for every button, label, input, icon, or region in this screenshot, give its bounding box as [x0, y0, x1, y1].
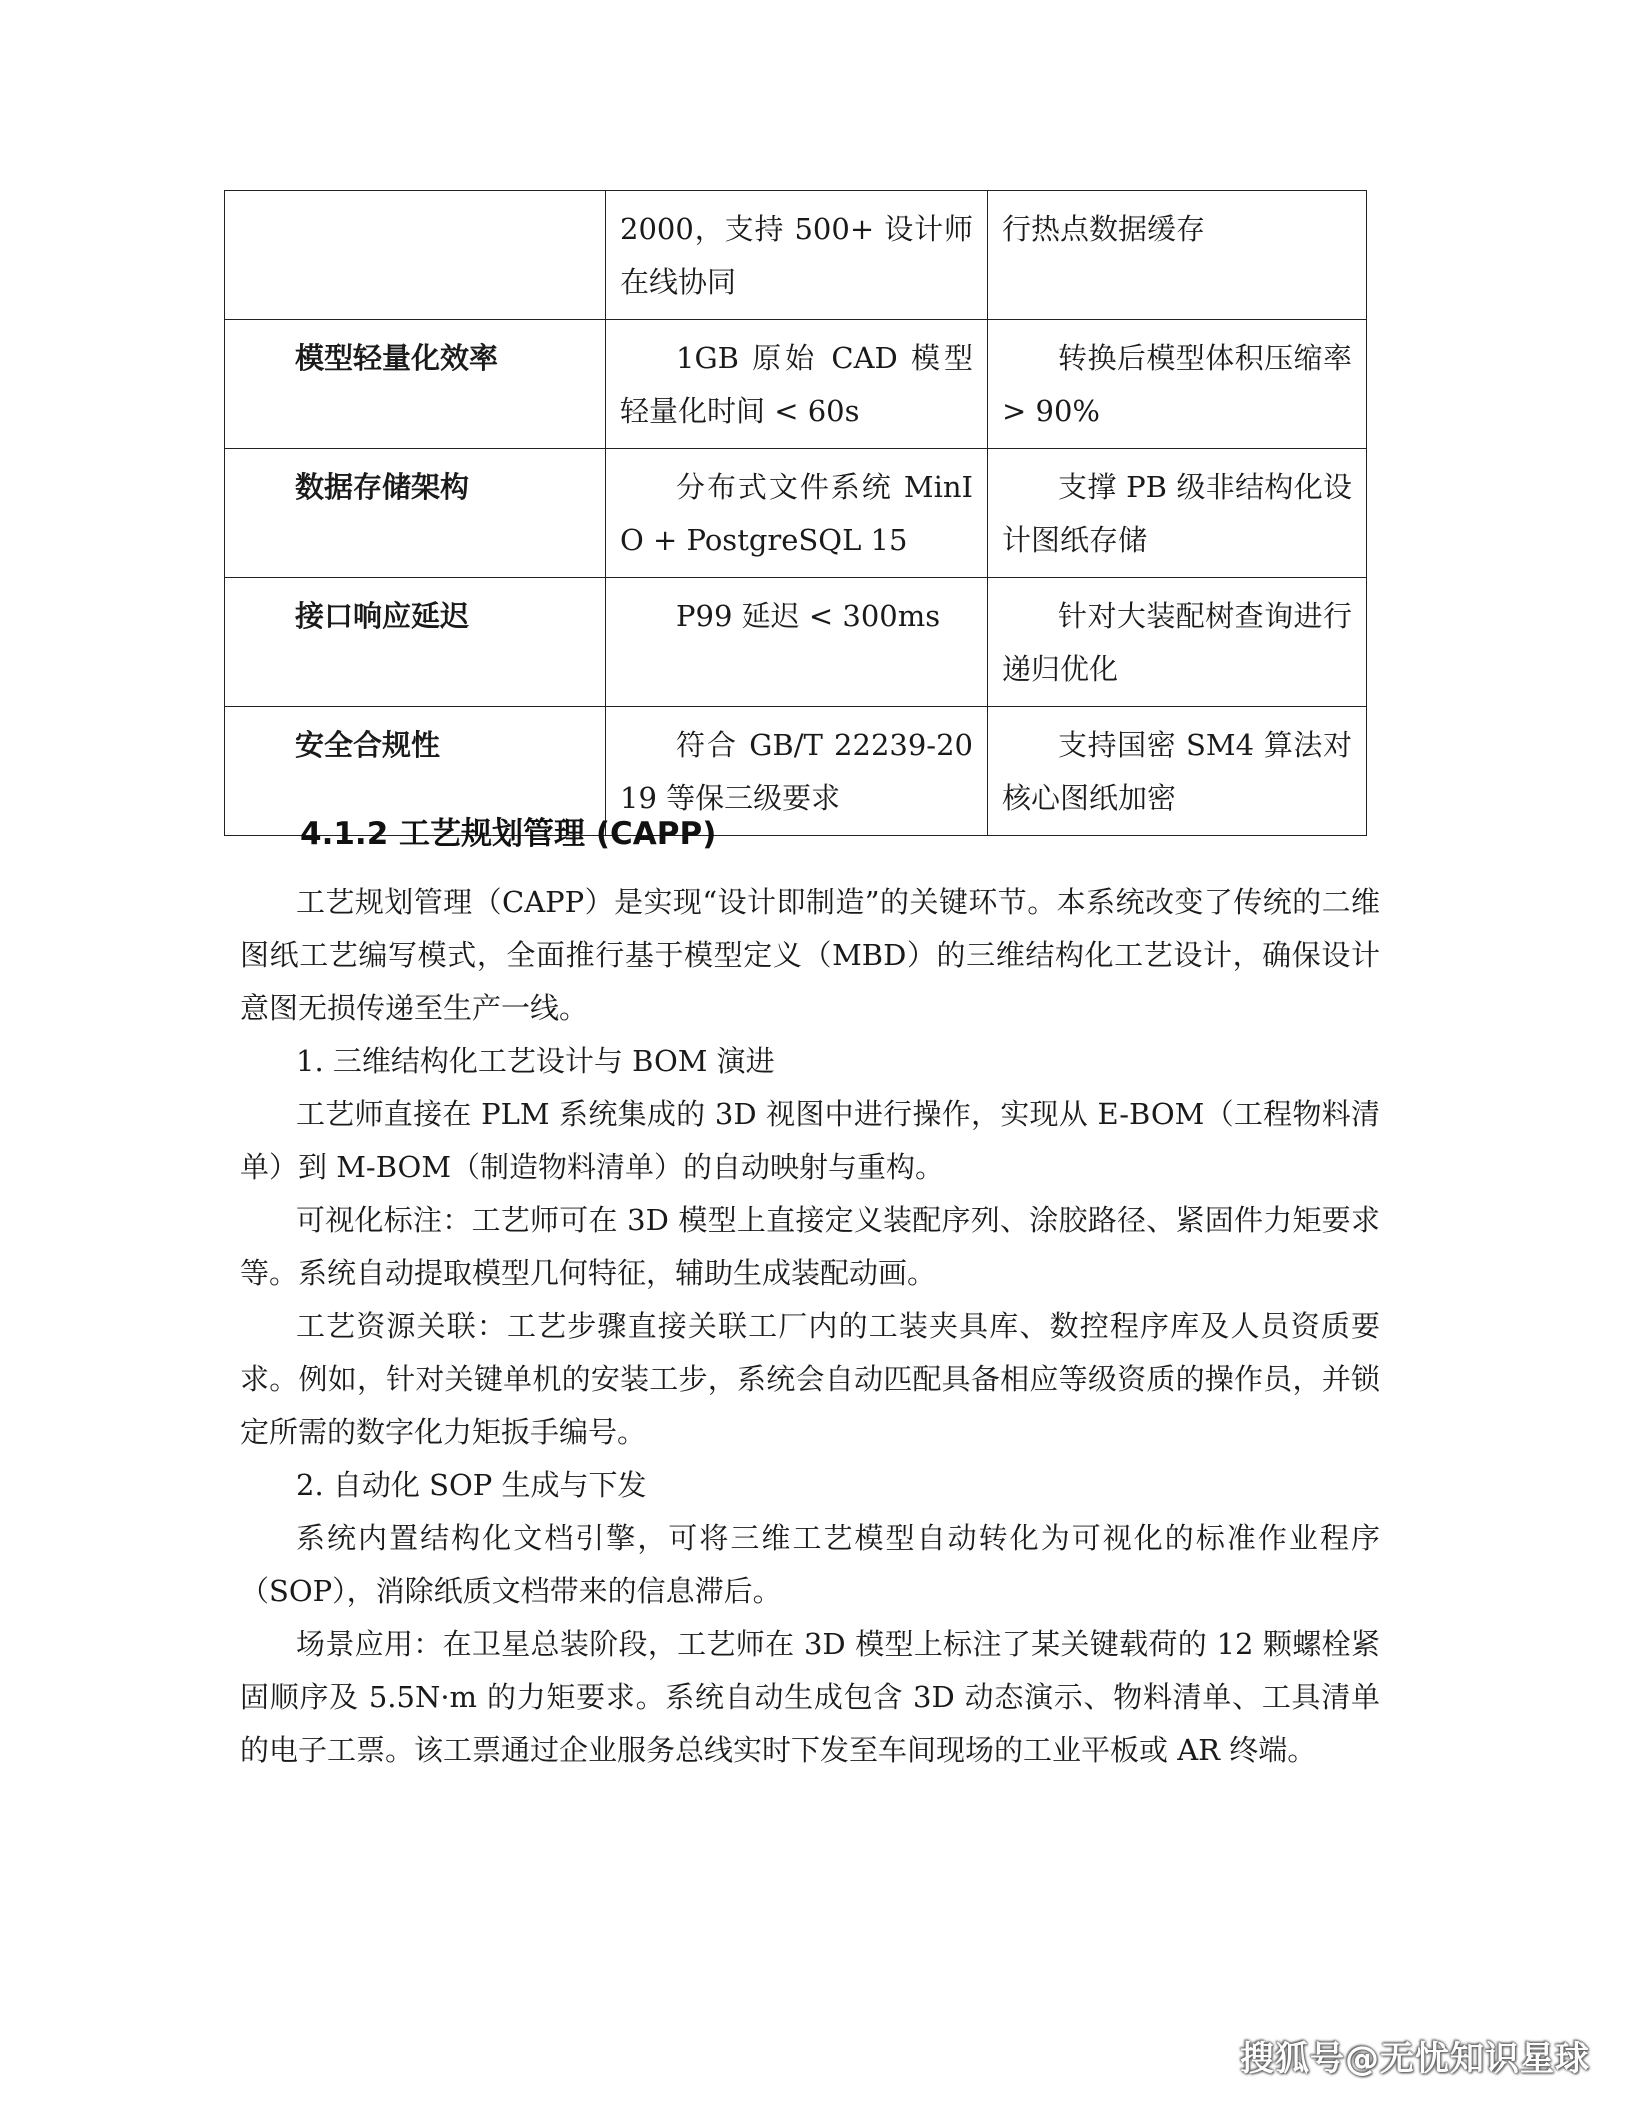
- row-label: 数据存储架构: [225, 449, 606, 578]
- paragraph: 场景应用：在卫星总装阶段，工艺师在 3D 模型上标注了某关键载荷的 12 颗螺栓紧固顺序及 5.5N·m 的力矩要求。系统自动生成包含 3D 动态演示、物料清单、工具清单的电子工票。该工票通过企业服务总线实时下发至车间现场的工业平板或 AR 终端。: [240, 1627, 1380, 1767]
- row-spec: 2000，支持 500+ 设计师在线协同: [606, 191, 988, 320]
- row-spec: 分布式文件系统 MinIO + PostgreSQL 15: [606, 449, 988, 578]
- section-body: [240, 876, 1380, 1777]
- paragraph: 工艺规划管理（CAPP）是实现“设计即制造”的关键环节。本系统改变了传统的二维图纸工艺编写模式，全面推行基于模型定义（MBD）的三维结构化工艺设计，确保设计意图无损传递至生产一线。: [240, 885, 1380, 1025]
- row-label: 安全合规性: [225, 707, 606, 836]
- paragraph: 可视化标注：工艺师可在 3D 模型上直接定义装配序列、涂胶路径、紧固件力矩要求等。系统自动提取模型几何特征，辅助生成装配动画。: [240, 1203, 1380, 1290]
- list-heading: 1. 三维结构化工艺设计与 BOM 演进: [296, 1044, 775, 1078]
- section-heading: 4.1.2 工艺规划管理 (CAPP): [300, 816, 717, 852]
- row-note: 支持国密 SM4 算法对核心图纸加密: [988, 707, 1367, 836]
- row-note: 支撑 PB 级非结构化设计图纸存储: [988, 449, 1367, 578]
- row-spec: 1GB 原始 CAD 模型轻量化时间 < 60s: [606, 320, 988, 449]
- list-heading: 2. 自动化 SOP 生成与下发: [296, 1468, 647, 1502]
- row-note: 针对大装配树查询进行递归优化: [988, 578, 1367, 707]
- paragraph: 系统内置结构化文档引擎，可将三维工艺模型自动转化为可视化的标准作业程序（SOP），消除纸质文档带来的信息滞后。: [240, 1521, 1380, 1608]
- table-row: [225, 191, 1367, 320]
- table-row: [225, 449, 1367, 578]
- row-note: 行热点数据缓存: [988, 191, 1367, 320]
- row-label: 模型轻量化效率: [225, 320, 606, 449]
- row-label: 接口响应延迟: [225, 578, 606, 707]
- paragraph: 工艺资源关联：工艺步骤直接关联工厂内的工装夹具库、数控程序库及人员资质要求。例如，针对关键单机的安装工步，系统会自动匹配具备相应等级资质的操作员，并锁定所需的数字化力矩扳手编号。: [240, 1309, 1380, 1449]
- table-row: [225, 578, 1367, 707]
- watermark: 搜狐号@无忧知识星球: [1240, 2039, 1590, 2079]
- row-spec: 符合 GB/T 22239-2019 等保三级要求: [606, 707, 988, 836]
- row-label: [225, 191, 606, 320]
- row-note: 转换后模型体积压缩率 > 90%: [988, 320, 1367, 449]
- table-row: [225, 320, 1367, 449]
- spec-table: [224, 190, 1367, 836]
- row-spec: P99 延迟 < 300ms: [606, 578, 988, 707]
- paragraph: 工艺师直接在 PLM 系统集成的 3D 视图中进行操作，实现从 E-BOM（工程物料清单）到 M-BOM（制造物料清单）的自动映射与重构。: [240, 1097, 1380, 1184]
